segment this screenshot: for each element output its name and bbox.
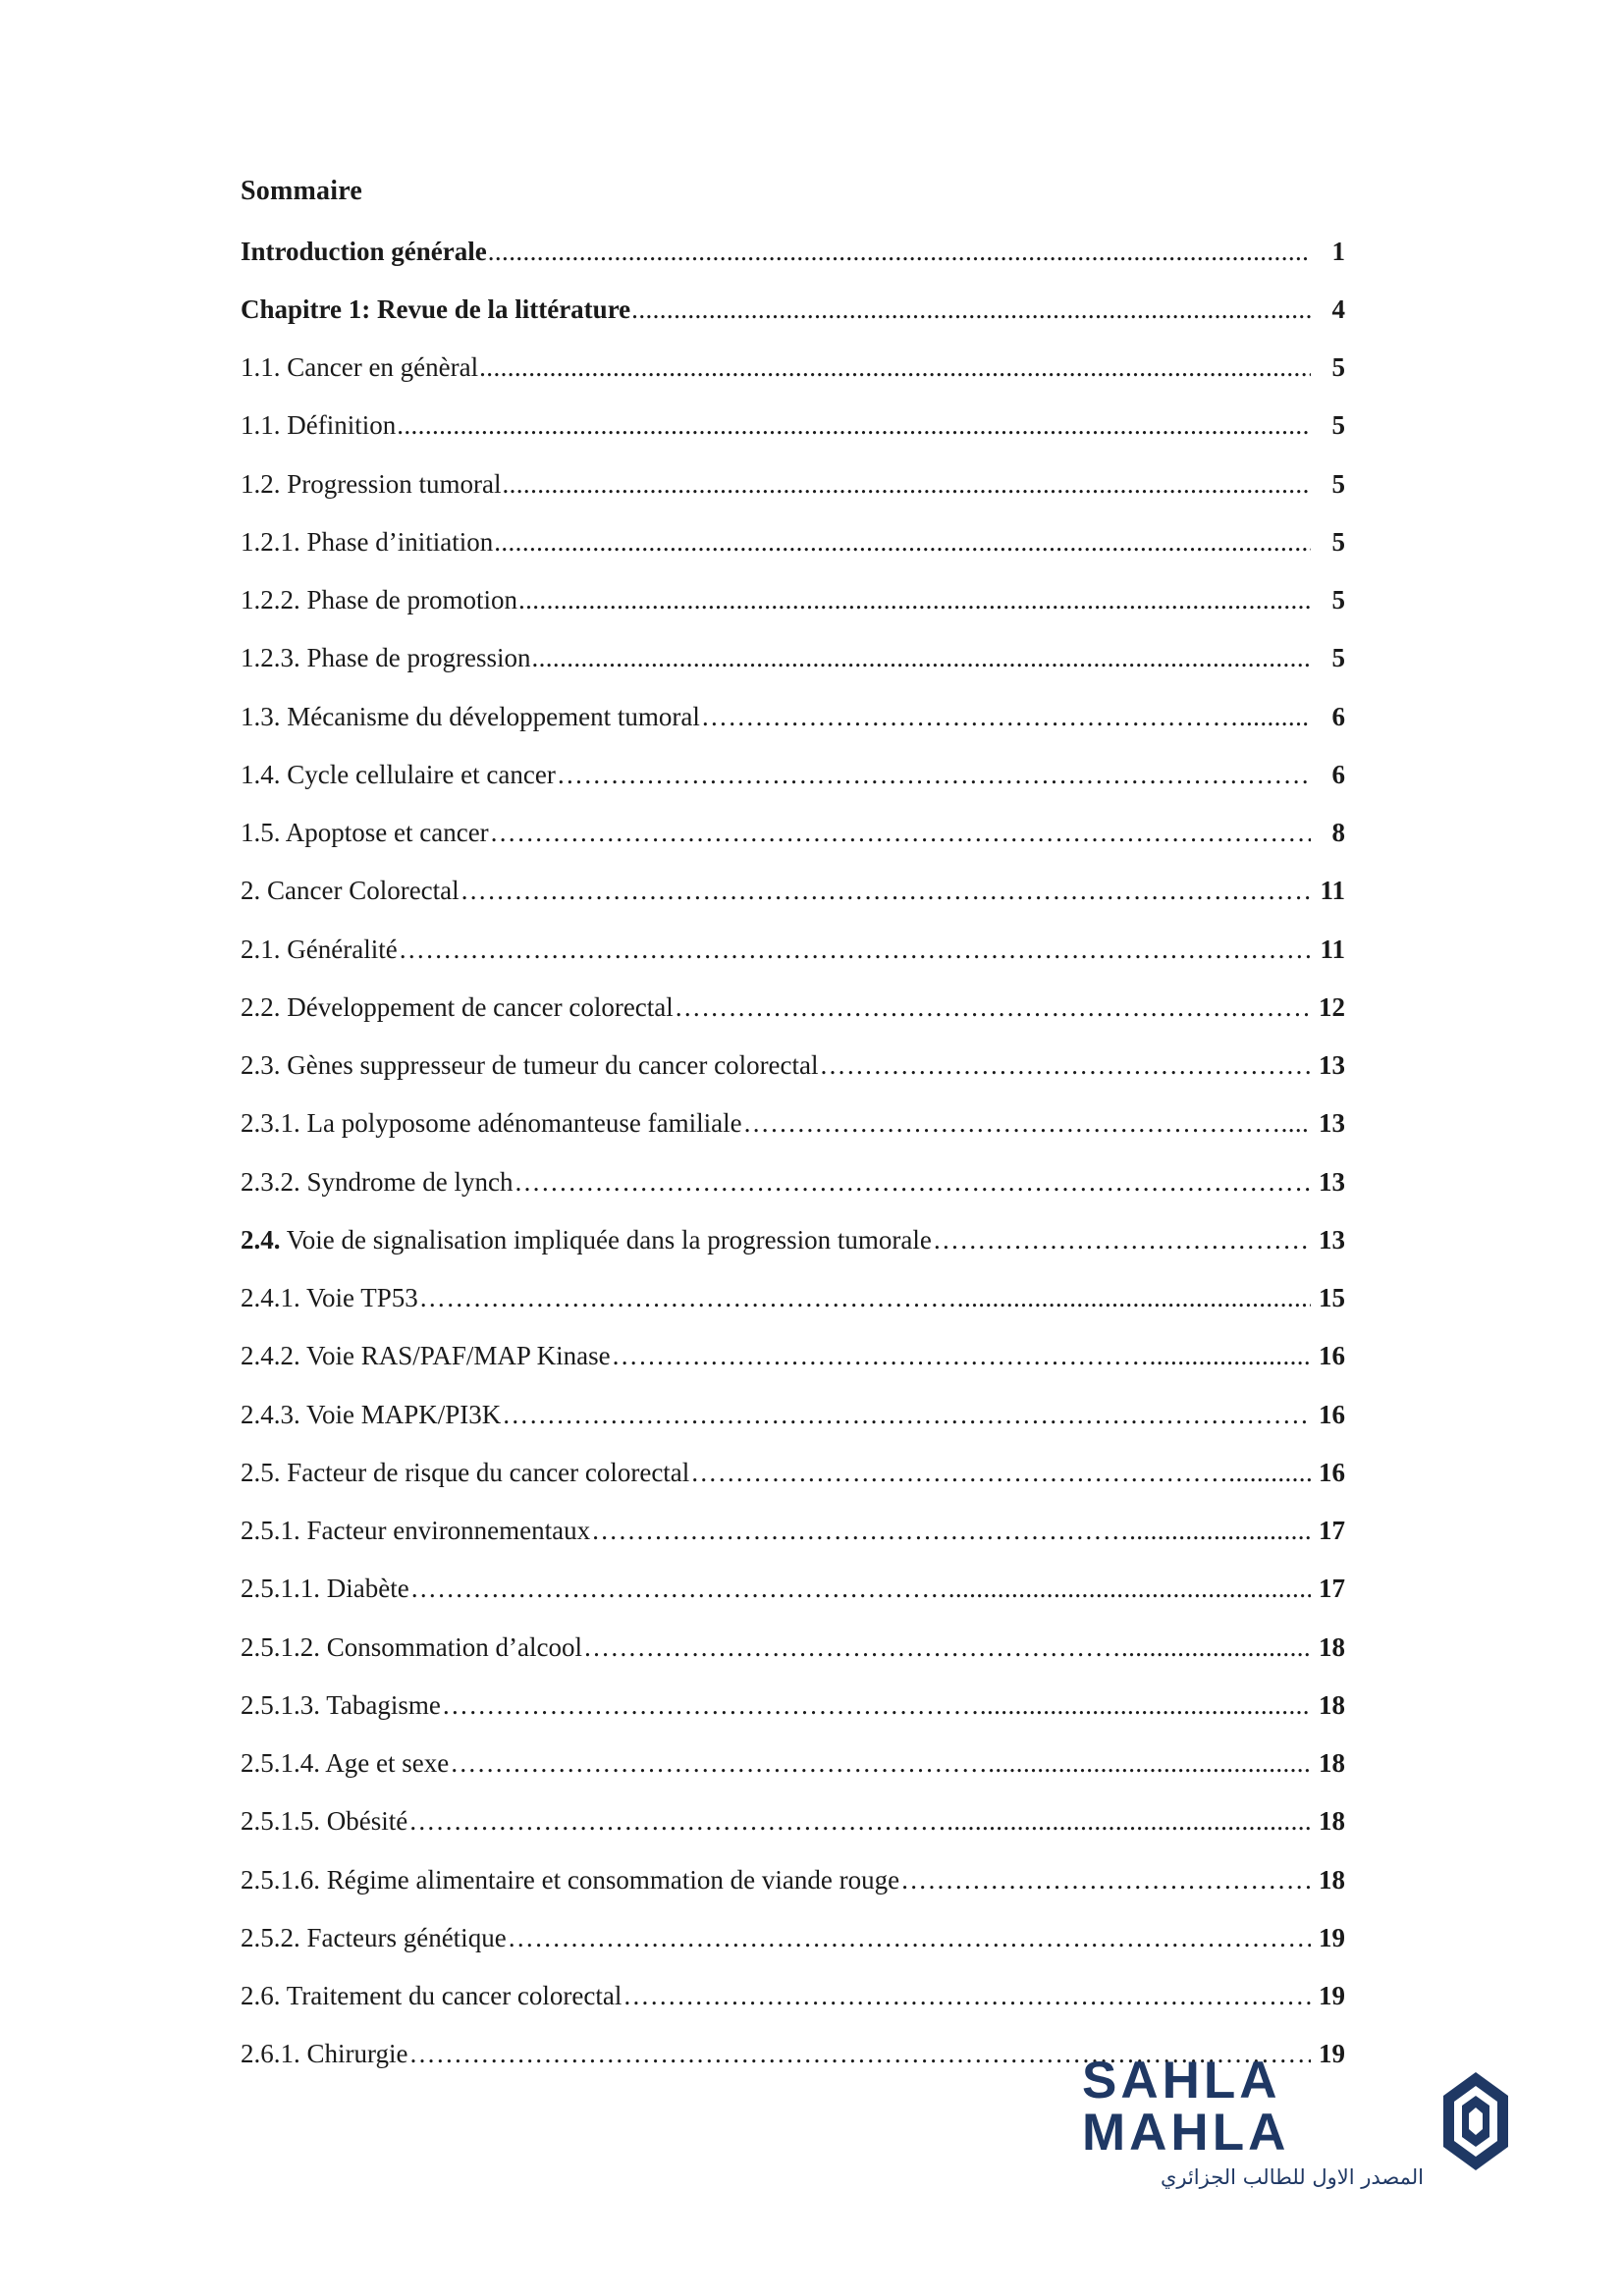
toc-entry-page: 16 xyxy=(1319,1457,1345,1487)
toc-entry-label: 1.3. Mécanisme du développement tumoral xyxy=(241,701,700,731)
toc-entry[interactable] xyxy=(241,584,1345,617)
watermark-subtitle: المصدر الاول للطالب الجزائري xyxy=(1160,2165,1424,2189)
toc-leader xyxy=(900,1864,1311,1897)
toc-entry-label: 2.5.1. Facteur environnementaux xyxy=(241,1516,591,1546)
toc-entry[interactable] xyxy=(241,1689,1345,1723)
toc-leader xyxy=(408,1805,1311,1839)
toc-entry-page: 6 xyxy=(1331,701,1345,731)
toc-entry[interactable] xyxy=(241,1340,1345,1373)
toc-entry-label: 2.5.1.3. Tabagisme xyxy=(241,1689,441,1720)
toc-entry-page: 18 xyxy=(1319,1631,1345,1662)
page-title: Sommaire xyxy=(241,176,362,206)
toc-entry[interactable] xyxy=(241,1747,1345,1781)
toc-leader xyxy=(397,409,1311,443)
toc-entry-label: 2. Cancer Colorectal xyxy=(241,876,460,906)
toc-entry-label: 1.1. Définition xyxy=(241,410,397,441)
toc-entry-page: 6 xyxy=(1331,759,1345,789)
toc-entry[interactable] xyxy=(241,759,1345,792)
toc-leader xyxy=(490,817,1311,850)
toc-entry-page: 17 xyxy=(1319,1516,1345,1546)
toc-leader xyxy=(933,1224,1311,1257)
toc-leader xyxy=(508,1922,1311,1955)
toc-entry-label: 2.4.3. Voie MAPK/PI3K xyxy=(241,1399,502,1429)
toc-leader xyxy=(460,875,1311,908)
toc-entry-label: 2.3.1. La polyposome adénomanteuse familiale xyxy=(241,1108,742,1139)
toc-entry[interactable] xyxy=(241,1399,1345,1432)
toc-leader xyxy=(531,642,1311,675)
toc-entry-page: 5 xyxy=(1331,526,1345,557)
toc-entry-page: 12 xyxy=(1319,991,1345,1022)
toc-entry-page: 5 xyxy=(1331,585,1345,615)
toc-entry[interactable] xyxy=(241,1282,1345,1315)
toc-entry-page: 15 xyxy=(1319,1283,1345,1313)
toc-entry-label: Chapitre 1: Revue de la littérature xyxy=(241,294,631,324)
toc-entry-page: 5 xyxy=(1331,352,1345,383)
toc-leader xyxy=(690,1457,1311,1490)
toc-entry-label: 2.6. Traitement du cancer colorectal xyxy=(241,1981,623,2011)
toc-entry[interactable] xyxy=(241,1631,1345,1665)
toc-entry[interactable] xyxy=(241,351,1345,385)
toc-leader xyxy=(494,526,1311,560)
toc-leader xyxy=(399,934,1311,967)
toc-entry[interactable] xyxy=(241,1107,1345,1141)
toc-entry-page: 19 xyxy=(1319,1981,1345,2011)
toc-entry[interactable] xyxy=(241,1980,1345,2013)
toc-leader xyxy=(701,701,1311,734)
toc-entry[interactable] xyxy=(241,409,1345,443)
toc-entry-page: 19 xyxy=(1319,2039,1345,2069)
toc-entry[interactable] xyxy=(241,817,1345,850)
toc-entry-page: 11 xyxy=(1320,934,1345,964)
toc-entry-label: 1.4. Cycle cellulaire et cancer xyxy=(241,759,556,789)
toc-entry[interactable] xyxy=(241,934,1345,967)
toc-entry-label: 2.6.1. Chirurgie xyxy=(241,2039,408,2069)
toc-entry[interactable] xyxy=(241,1457,1345,1490)
toc-entry-page: 13 xyxy=(1319,1224,1345,1255)
toc-entry-label: 1.2.2. Phase de promotion xyxy=(241,585,517,615)
toc-entry-label: 2.5.1.5. Obésité xyxy=(241,1806,408,1837)
toc-leader xyxy=(450,1747,1311,1781)
toc-leader xyxy=(488,236,1311,269)
toc-entry[interactable] xyxy=(241,1864,1345,1897)
toc-entry-label: 2.4.1. Voie TP53 xyxy=(241,1283,418,1313)
toc-entry-label: 2.5.2. Facteurs génétique xyxy=(241,1922,507,1952)
toc-entry-label: Introduction générale xyxy=(241,236,487,266)
toc-entry-label: 1.2.3. Phase de progression xyxy=(241,643,531,673)
toc-entry-page: 18 xyxy=(1319,1748,1345,1779)
toc-leader xyxy=(410,1573,1311,1606)
toc-entry[interactable] xyxy=(241,236,1345,269)
toc-entry-label: 2.2. Développement de cancer colorectal xyxy=(241,991,674,1022)
toc-entry-label: 2.5.1.1. Diabète xyxy=(241,1574,409,1604)
toc-entry-page: 16 xyxy=(1319,1341,1345,1371)
toc-entry-page: 13 xyxy=(1319,1108,1345,1139)
toc-entry-label: 1.2.1. Phase d’initiation xyxy=(241,526,494,557)
toc-entry-page: 5 xyxy=(1331,643,1345,673)
toc-leader xyxy=(675,991,1311,1025)
toc-leader xyxy=(612,1340,1311,1373)
toc-entry[interactable] xyxy=(241,1922,1345,1955)
toc-entry-label: 2.5. Facteur de risque du cancer colorectal xyxy=(241,1457,690,1487)
toc-entry[interactable] xyxy=(241,1573,1345,1606)
toc-entry[interactable] xyxy=(241,1805,1345,1839)
toc-leader xyxy=(442,1689,1311,1723)
toc-leader xyxy=(743,1107,1311,1141)
toc-entry-page: 5 xyxy=(1331,410,1345,441)
toc-entry-label: 2.3.2. Syndrome de lynch xyxy=(241,1166,514,1197)
toc-entry-label: 2.4. Voie de signalisation impliquée dans la progression tumorale xyxy=(241,1224,932,1255)
toc-entry-label: 2.1. Généralité xyxy=(241,934,398,964)
toc-entry-page: 16 xyxy=(1319,1399,1345,1429)
toc-entry-page: 18 xyxy=(1319,1689,1345,1720)
toc-entry[interactable] xyxy=(241,1224,1345,1257)
toc-entry-page: 13 xyxy=(1319,1166,1345,1197)
toc-entry-page: 18 xyxy=(1319,1806,1345,1837)
toc-entry[interactable] xyxy=(241,701,1345,734)
toc-leader xyxy=(583,1631,1311,1665)
toc-entry-page: 5 xyxy=(1331,468,1345,499)
table-of-contents xyxy=(241,236,1388,2072)
toc-entry-label: 2.5.1.4. Age et sexe xyxy=(241,1748,450,1779)
toc-entry-page: 4 xyxy=(1331,294,1345,324)
toc-entry-page: 1 xyxy=(1331,236,1345,266)
toc-entry[interactable] xyxy=(241,1166,1345,1200)
toc-leader xyxy=(518,584,1311,617)
toc-leader xyxy=(502,468,1311,502)
watermark-title: SAHLA MAHLA xyxy=(1082,2052,1290,2162)
toc-entry-page: 13 xyxy=(1319,1050,1345,1081)
toc-entry-page: 11 xyxy=(1320,876,1345,906)
toc-entry-label: 2.5.1.6. Régime alimentaire et consommation de viande rouge xyxy=(241,1864,900,1895)
toc-leader xyxy=(514,1166,1311,1200)
toc-entry-label: 2.5.1.2. Consommation d’alcool xyxy=(241,1631,582,1662)
toc-leader xyxy=(557,759,1311,792)
toc-leader xyxy=(502,1399,1311,1432)
toc-leader xyxy=(479,351,1311,385)
toc-entry-label: 2.4.2. Voie RAS/PAF/MAP Kinase xyxy=(241,1341,611,1371)
toc-entry-page: 18 xyxy=(1319,1864,1345,1895)
toc-entry[interactable] xyxy=(241,468,1345,502)
toc-leader xyxy=(419,1282,1311,1315)
toc-entry[interactable] xyxy=(241,642,1345,675)
toc-entry-page: 19 xyxy=(1319,1922,1345,1952)
toc-entry-label: 1.5. Apoptose et cancer xyxy=(241,818,489,848)
toc-leader xyxy=(623,1980,1311,2013)
toc-entry-label: 2.3. Gènes suppresseur de tumeur du cancer colorectal xyxy=(241,1050,819,1081)
toc-entry[interactable] xyxy=(241,1049,1345,1083)
toc-entry[interactable] xyxy=(241,526,1345,560)
toc-entry[interactable] xyxy=(241,1515,1345,1548)
toc-entry[interactable] xyxy=(241,991,1345,1025)
toc-entry-label: 1.2. Progression tumoral xyxy=(241,468,502,499)
toc-leader xyxy=(591,1515,1311,1548)
toc-entry-page: 17 xyxy=(1319,1574,1345,1604)
toc-entry-label: 1.1. Cancer en génèral xyxy=(241,352,479,383)
toc-leader xyxy=(820,1049,1311,1083)
toc-entry[interactable] xyxy=(241,875,1345,908)
toc-entry[interactable] xyxy=(241,294,1345,327)
watermark-logo-icon xyxy=(1437,2070,1514,2172)
toc-leader xyxy=(631,294,1311,327)
toc-entry-page: 8 xyxy=(1331,818,1345,848)
